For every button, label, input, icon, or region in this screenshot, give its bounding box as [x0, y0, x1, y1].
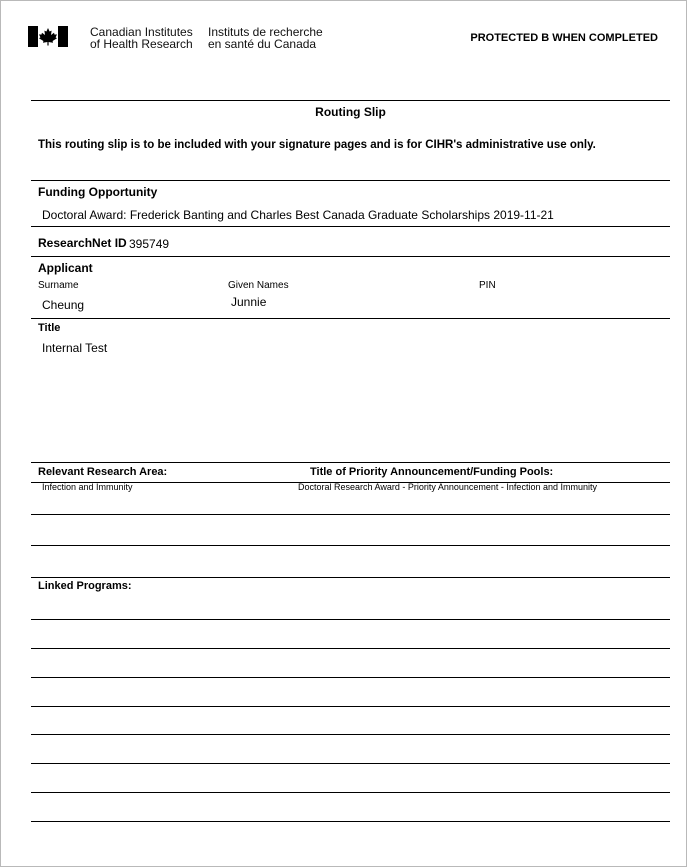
divider: [31, 462, 670, 463]
funding-opportunity-value: Doctoral Award: Frederick Banting and Charles Best Canada Graduate Scholarships 2019-11-21: [42, 208, 554, 222]
researchnet-id-value: 395749: [129, 237, 170, 251]
divider: [31, 514, 670, 515]
title-value: Internal Test: [42, 341, 108, 355]
linked-programs-line: [31, 792, 670, 793]
title-label: Title: [38, 322, 61, 334]
divider: [31, 100, 670, 101]
linked-programs-line: [31, 648, 670, 649]
org-fr-line1: Instituts de recherche: [208, 25, 323, 39]
divider: [31, 180, 670, 181]
given-names-value: Junnie: [231, 295, 267, 309]
researchnet-id-label: ResearchNet ID: [38, 236, 127, 250]
linked-programs-line: [31, 677, 670, 678]
applicant-label: Applicant: [38, 261, 93, 275]
org-name-english: [90, 26, 193, 50]
priority-label: Title of Priority Announcement/Funding Pools:: [310, 466, 554, 478]
org-en-line2: of Health Research: [90, 37, 193, 51]
pin-label: PIN: [479, 280, 496, 291]
given-names-label: Given Names: [228, 280, 289, 291]
divider: [31, 577, 670, 578]
linked-programs-line: [31, 619, 670, 620]
funding-opportunity-label: Funding Opportunity: [38, 185, 158, 199]
divider: [31, 226, 670, 227]
divider: [31, 545, 670, 546]
surname-label: Surname: [38, 280, 79, 291]
maple-leaf-icon: [28, 26, 68, 47]
research-area-label: Relevant Research Area:: [38, 466, 168, 478]
form-title: Routing Slip: [315, 105, 386, 119]
research-area-value: Infection and Immunity: [42, 482, 133, 492]
org-fr-line2: en santé du Canada: [208, 37, 317, 51]
linked-programs-line: [31, 821, 670, 822]
linked-programs-label: Linked Programs:: [38, 580, 132, 592]
protection-level: PROTECTED B WHEN COMPLETED: [470, 32, 658, 44]
linked-programs-line: [31, 763, 670, 764]
org-en-line1: Canadian Institutes: [90, 25, 193, 39]
linked-programs-line: [31, 734, 670, 735]
priority-value: Doctoral Research Award - Priority Announcement - Infection and Immunity: [298, 482, 597, 492]
org-name-french: [208, 26, 323, 50]
form-notice: This routing slip is to be included with your signature pages and is for CIHR's administrative use only.: [38, 139, 596, 151]
surname-value: Cheung: [42, 298, 85, 312]
divider: [31, 318, 670, 319]
divider: [31, 256, 670, 257]
linked-programs-line: [31, 706, 670, 707]
canada-flag-logo: [28, 26, 68, 47]
